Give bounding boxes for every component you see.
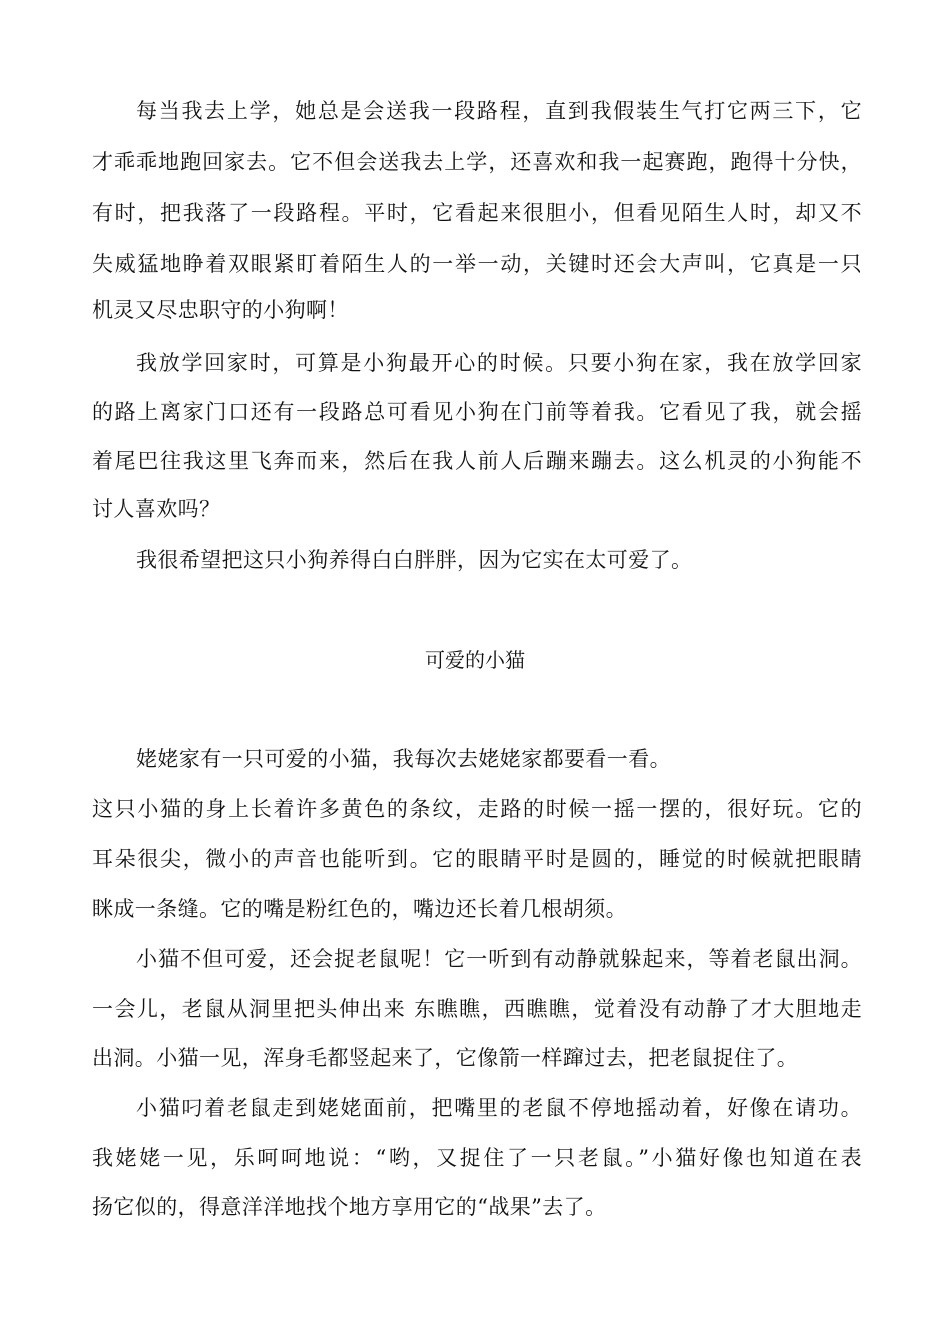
text-line: 每当我去上学，她总是会送我一段路程，直到我假装生气打它两三下，它 [136,99,862,123]
text-line: 才乖乖地跑回家去。它不但会送我去上学，还喜欢和我一起赛跑，跑得十分快， [92,150,862,174]
text-line: 我放学回家时，可算是小狗最开心的时候。只要小狗在家，我在放学回家 [136,351,862,375]
text-line: 出洞。小猫一见，浑身毛都竖起来了，它像箭一样蹿过去，把老鼠捉住了。 [92,1046,799,1070]
text-line: 机灵又尽忠职守的小狗啊！ [92,298,349,322]
text-line: 耳朵很尖，微小的声音也能听到。它的眼睛平时是圆的，睡觉的时候就把眼睛 [92,847,862,871]
text-line: 失威猛地睁着双眼紧盯着陌生人的一举一动，关键时还会大声叫，它真是一只 [92,252,862,276]
section-title: 可爱的小猫 [425,648,525,672]
text-line: 眯成一条缝。它的嘴是粉红色的，嘴边还长着几根胡须。 [92,897,627,921]
text-line: 有时，把我落了一段路程。平时，它看起来很胆小，但看见陌生人时，却又不 [92,201,862,225]
text-line: 这只小猫的身上长着许多黄色的条纹，走路的时候一摇一摆的，很好玩。它的 [92,797,862,821]
text-line: 小猫叼着老鼠走到姥姥面前，把嘴里的老鼠不停地摇动着，好像在请功。 [136,1096,862,1120]
text-line: 扬它似的，得意洋洋地找个地方享用它的“战果”去了。 [92,1195,607,1219]
text-line: 着尾巴往我这里飞奔而来，然后在我人前人后蹦来蹦去。这么机灵的小狗能不 [92,449,862,473]
text-line: 姥姥家有一只可爱的小猫，我每次去姥姥家都要看一看。 [136,747,671,771]
text-line: 小猫不但可爱，还会捉老鼠呢！它一听到有动静就躲起来，等着老鼠出洞。 [136,947,862,971]
text-line: 讨人喜欢吗？ [92,497,221,521]
text-line: 我很希望把这只小狗养得白白胖胖，因为它实在太可爱了。 [136,548,693,572]
text-line: 的路上离家门口还有一段路总可看见小狗在门前等着我。它看见了我，就会摇 [92,400,862,424]
text-line: 我姥姥一见，乐呵呵地说：“哟，又捉住了一只老鼠。”小猫好像也知道在表 [92,1146,862,1170]
text-line: 一会儿，老鼠从洞里把头伸出来 东瞧瞧，西瞧瞧，觉着没有动静了才大胆地走 [92,997,862,1021]
